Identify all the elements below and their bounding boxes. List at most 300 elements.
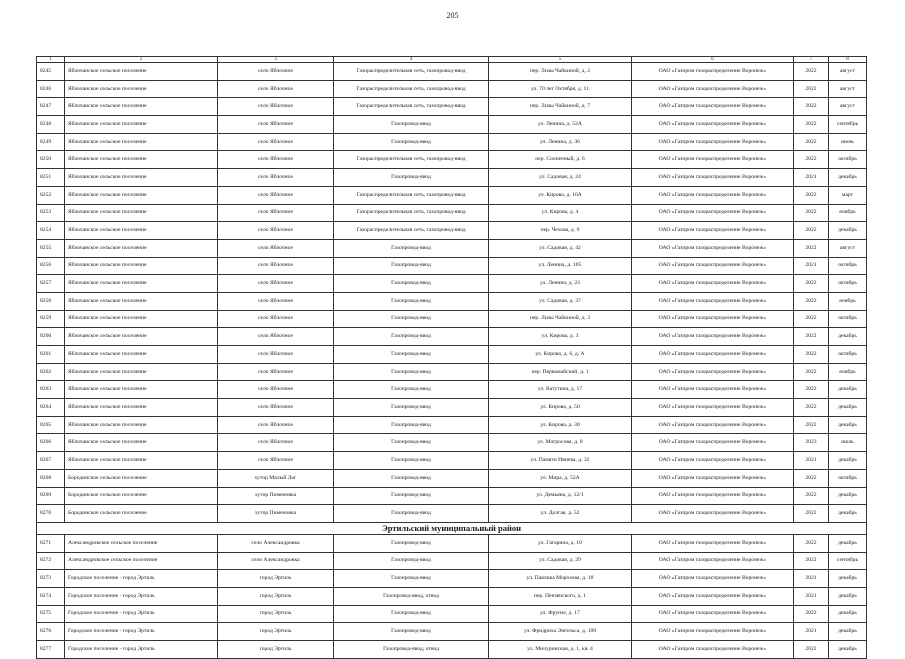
address-cell: ул. Фрунзе, д. 17 [489, 605, 632, 623]
row-number: 8247 [37, 98, 65, 116]
organization-cell: ОАО «Газпром газораспределение Воронеж» [632, 487, 794, 505]
settlement-cell: Городское поселение - город Эртиль [65, 623, 218, 641]
locality-cell: село Яблочное [218, 310, 334, 328]
settlement-cell: Яблочанское сельское поселение [65, 363, 218, 381]
locality-cell: село Александровка [218, 552, 334, 570]
section-title: Эртильский муниципальный район [37, 522, 867, 534]
object-cell: Газопровод-ввод [334, 346, 489, 364]
address-cell: ул. Фридриха Энгельса, д. 109 [489, 623, 632, 641]
organization-cell: ОАО «Газпром газораспределение Воронеж» [632, 133, 794, 151]
month-cell: сентябрь [829, 116, 867, 134]
object-cell: Газопровод-ввод [334, 310, 489, 328]
organization-cell: ОАО «Газпром газораспределение Воронеж» [632, 434, 794, 452]
year-cell: 2022 [794, 399, 829, 417]
table-row [37, 505, 867, 523]
organization-cell: ОАО «Газпром газораспределение Воронеж» [632, 275, 794, 293]
settlement-cell: Городское поселение - город Эртиль [65, 587, 218, 605]
year-cell: 2022 [794, 416, 829, 434]
row-number: 8274 [37, 587, 65, 605]
object-cell: Газопровод-ввод, отвод [334, 587, 489, 605]
settlement-cell: Яблочанское сельское поселение [65, 328, 218, 346]
locality-cell: село Яблочное [218, 346, 334, 364]
settlement-cell: Яблочанское сельское поселение [65, 257, 218, 275]
organization-cell: ОАО «Газпром газораспределение Воронеж» [632, 63, 794, 81]
month-cell: декабрь [829, 222, 867, 240]
column-number: 2 [65, 57, 218, 63]
row-number: 8252 [37, 186, 65, 204]
table-row [37, 186, 867, 204]
month-cell: октябрь [829, 469, 867, 487]
month-cell: ноябрь [829, 204, 867, 222]
object-cell: Газопровод-ввод [334, 257, 489, 275]
object-cell: Газопровод-ввод [334, 605, 489, 623]
month-cell: октябрь [829, 275, 867, 293]
row-number: 8259 [37, 310, 65, 328]
month-cell: октябрь [829, 310, 867, 328]
organization-cell: ОАО «Газпром газораспределение Воронеж» [632, 310, 794, 328]
organization-cell: ОАО «Газпром газораспределение Воронеж» [632, 116, 794, 134]
row-number: 8275 [37, 605, 65, 623]
row-number: 8249 [37, 133, 65, 151]
settlement-cell: Александровское сельское поселение [65, 534, 218, 552]
row-number: 8268 [37, 469, 65, 487]
object-cell: Газопровод-ввод [334, 505, 489, 523]
table-row [37, 310, 867, 328]
organization-cell: ОАО «Газпром газораспределение Воронеж» [632, 328, 794, 346]
locality-cell: город Эртиль [218, 587, 334, 605]
address-cell: ул. Кирова, д. 4 [489, 204, 632, 222]
settlement-cell: Яблочанское сельское поселение [65, 399, 218, 417]
settlement-cell: Яблочанское сельское поселение [65, 310, 218, 328]
organization-cell: ОАО «Газпром газораспределение Воронеж» [632, 363, 794, 381]
year-cell: 2022 [794, 505, 829, 523]
settlement-cell: Яблочанское сельское поселение [65, 80, 218, 98]
year-cell: 2023 [794, 434, 829, 452]
table-row [37, 222, 867, 240]
object-cell: Газораспределительная сеть, газопровод-ввод [334, 98, 489, 116]
year-cell: 2021 [794, 169, 829, 187]
object-cell: Газораспределительная сеть, газопровод-ввод [334, 204, 489, 222]
year-cell: 2022 [794, 98, 829, 116]
row-number: 8277 [37, 641, 65, 659]
row-number: 8269 [37, 487, 65, 505]
row-number: 8264 [37, 399, 65, 417]
address-cell: ул. Кирова, д. 50 [489, 399, 632, 417]
object-cell: Газопровод-ввод [334, 416, 489, 434]
column-number: 1 [37, 57, 65, 63]
locality-cell: село Яблочное [218, 169, 334, 187]
locality-cell: село Яблочное [218, 275, 334, 293]
row-number: 8254 [37, 222, 65, 240]
object-cell: Газопровод-ввод [334, 275, 489, 293]
organization-cell: ОАО «Газпром газораспределение Воронеж» [632, 204, 794, 222]
month-cell: декабрь [829, 416, 867, 434]
address-cell: пер. Лизы Чайкиной, д. 2 [489, 63, 632, 81]
month-cell: декабрь [829, 505, 867, 523]
year-cell: 2022 [794, 239, 829, 257]
settlement-cell: Яблочанское сельское поселение [65, 169, 218, 187]
year-cell: 2022 [794, 346, 829, 364]
object-cell: Газопровод-ввод [334, 169, 489, 187]
locality-cell: село Яблочное [218, 98, 334, 116]
table-row [37, 452, 867, 470]
year-cell: 2022 [794, 605, 829, 623]
locality-cell: город Эртиль [218, 641, 334, 659]
locality-cell: село Яблочное [218, 116, 334, 134]
address-cell: пер. Лизы Чайкиной, д. 7 [489, 98, 632, 116]
locality-cell: село Яблочное [218, 292, 334, 310]
row-number: 8271 [37, 534, 65, 552]
settlement-cell: Яблочанское сельское поселение [65, 222, 218, 240]
month-cell: ноябрь [829, 363, 867, 381]
organization-cell: ОАО «Газпром газораспределение Воронеж» [632, 416, 794, 434]
address-cell: ул. Мичуринская, д. 1, кв. 4 [489, 641, 632, 659]
settlement-cell: Яблочанское сельское поселение [65, 186, 218, 204]
locality-cell: село Яблочное [218, 222, 334, 240]
object-cell: Газопровод-ввод [334, 381, 489, 399]
year-cell: 2021 [794, 257, 829, 275]
address-cell: ул. Кирова, д. 16А [489, 186, 632, 204]
settlement-cell: Бородинское сельское поселение [65, 487, 218, 505]
address-cell: пер. Солнечный, д. 6 [489, 151, 632, 169]
settlement-cell: Яблочанское сельское поселение [65, 381, 218, 399]
year-cell: 2022 [794, 381, 829, 399]
settlement-cell: Яблочанское сельское поселение [65, 151, 218, 169]
settlement-cell: Яблочанское сельское поселение [65, 292, 218, 310]
address-cell: ул. Памяти Ивнева, д. 32 [489, 452, 632, 470]
organization-cell: ОАО «Газпром газораспределение Воронеж» [632, 169, 794, 187]
month-cell: декабрь [829, 399, 867, 417]
locality-cell: село Александровка [218, 534, 334, 552]
locality-cell: село Яблочное [218, 416, 334, 434]
address-cell: ул. Кирова, д. 6, д. А [489, 346, 632, 364]
table-row [37, 605, 867, 623]
year-cell: 2022 [794, 116, 829, 134]
organization-cell: ОАО «Газпром газораспределение Воронеж» [632, 239, 794, 257]
row-number: 8251 [37, 169, 65, 187]
address-cell: ул. Ленина, д. 23 [489, 275, 632, 293]
table-row [37, 381, 867, 399]
settlement-cell: Яблочанское сельское поселение [65, 346, 218, 364]
address-cell: пер. Первомайский, д. 1 [489, 363, 632, 381]
row-number: 8276 [37, 623, 65, 641]
row-number: 8262 [37, 363, 65, 381]
object-cell: Газопровод-ввод [334, 452, 489, 470]
row-number: 8263 [37, 381, 65, 399]
locality-cell: село Яблочное [218, 80, 334, 98]
row-number: 8267 [37, 452, 65, 470]
locality-cell: город Эртиль [218, 623, 334, 641]
table-row [37, 534, 867, 552]
row-number: 8260 [37, 328, 65, 346]
table-row [37, 416, 867, 434]
year-cell: 2022 [794, 151, 829, 169]
year-cell: 2021 [794, 587, 829, 605]
year-cell: 2021 [794, 570, 829, 588]
month-cell: август [829, 239, 867, 257]
organization-cell: ОАО «Газпром газораспределение Воронеж» [632, 505, 794, 523]
month-cell: октябрь [829, 257, 867, 275]
year-cell: 2022 [794, 80, 829, 98]
year-cell: 2022 [794, 310, 829, 328]
organization-cell: ОАО «Газпром газораспределение Воронеж» [632, 399, 794, 417]
year-cell: 2021 [794, 623, 829, 641]
object-cell: Газопровод-ввод [334, 469, 489, 487]
table-row [37, 239, 867, 257]
organization-cell: ОАО «Газпром газораспределение Воронеж» [632, 257, 794, 275]
locality-cell: село Яблочное [218, 399, 334, 417]
organization-cell: ОАО «Газпром газораспределение Воронеж» [632, 346, 794, 364]
address-cell: ул. Долгая, д. 52 [489, 505, 632, 523]
month-cell: декабрь [829, 534, 867, 552]
month-cell: декабрь [829, 605, 867, 623]
object-cell: Газораспределительная сеть, газопровод-ввод [334, 63, 489, 81]
year-cell: 2022 [794, 363, 829, 381]
row-number: 8273 [37, 570, 65, 588]
settlement-cell: Яблочанское сельское поселение [65, 434, 218, 452]
year-cell: 2022 [794, 534, 829, 552]
row-number: 8272 [37, 552, 65, 570]
table-row [37, 487, 867, 505]
locality-cell: село Яблочное [218, 257, 334, 275]
settlement-cell: Городское поселение - город Эртиль [65, 641, 218, 659]
table-body [37, 57, 867, 659]
organization-cell: ОАО «Газпром газораспределение Воронеж» [632, 641, 794, 659]
settlement-cell: Яблочанское сельское поселение [65, 452, 218, 470]
year-cell: 2022 [794, 133, 829, 151]
month-cell: декабрь [829, 169, 867, 187]
year-cell: 2022 [794, 641, 829, 659]
object-cell: Газопровод-ввод [334, 292, 489, 310]
table-row [37, 151, 867, 169]
address-cell: ул. Ватутина, д. 17 [489, 381, 632, 399]
table-row [37, 623, 867, 641]
settlement-cell: Бородинское сельское поселение [65, 469, 218, 487]
organization-cell: ОАО «Газпром газораспределение Воронеж» [632, 186, 794, 204]
locality-cell: село Яблочное [218, 63, 334, 81]
month-cell: декабрь [829, 381, 867, 399]
address-cell: ул. Садовая, д. 24 [489, 169, 632, 187]
row-number: 8256 [37, 257, 65, 275]
table-row [37, 169, 867, 187]
month-cell: декабрь [829, 452, 867, 470]
year-cell: 2022 [794, 275, 829, 293]
table-row [37, 641, 867, 659]
locality-cell: село Яблочное [218, 363, 334, 381]
month-cell: август [829, 80, 867, 98]
settlement-cell: Городское поселение - город Эртиль [65, 570, 218, 588]
settlement-cell: Яблочанское сельское поселение [65, 275, 218, 293]
organization-cell: ОАО «Газпром газораспределение Воронеж» [632, 98, 794, 116]
locality-cell: село Яблочное [218, 452, 334, 470]
settlement-cell: Городское поселение - город Эртиль [65, 605, 218, 623]
organization-cell: ОАО «Газпром газораспределение Воронеж» [632, 552, 794, 570]
year-cell: 2022 [794, 204, 829, 222]
table-row [37, 346, 867, 364]
settlement-cell: Яблочанское сельское поселение [65, 116, 218, 134]
table-row [37, 204, 867, 222]
locality-cell: село Яблочное [218, 328, 334, 346]
organization-cell: ОАО «Газпром газораспределение Воронеж» [632, 570, 794, 588]
object-cell: Газопровод-ввод [334, 570, 489, 588]
year-cell: 2022 [794, 292, 829, 310]
address-cell: ул. Ленина, д. 52А [489, 116, 632, 134]
gas-connection-table [36, 56, 867, 659]
year-cell: 2022 [794, 328, 829, 346]
month-cell: июнь [829, 133, 867, 151]
object-cell: Газопровод-ввод [334, 487, 489, 505]
column-number: 5 [489, 57, 632, 63]
year-cell: 2022 [794, 487, 829, 505]
settlement-cell: Александровское сельское поселение [65, 552, 218, 570]
locality-cell: село Яблочное [218, 151, 334, 169]
table-row [37, 63, 867, 81]
settlement-cell: Яблочанское сельское поселение [65, 133, 218, 151]
row-number: 8255 [37, 239, 65, 257]
object-cell: Газопровод-ввод [334, 552, 489, 570]
organization-cell: ОАО «Газпром газораспределение Воронеж» [632, 222, 794, 240]
object-cell: Газопровод-ввод [334, 239, 489, 257]
address-cell: ул. Ленина, д. 105 [489, 257, 632, 275]
address-cell: ул. Садовая, д. 29 [489, 552, 632, 570]
object-cell: Газопровод-ввод [334, 434, 489, 452]
locality-cell: село Яблочное [218, 434, 334, 452]
object-cell: Газораспределительная сеть, газопровод-ввод [334, 151, 489, 169]
row-number: 8253 [37, 204, 65, 222]
row-number: 8257 [37, 275, 65, 293]
month-cell: март [829, 186, 867, 204]
table-row [37, 257, 867, 275]
locality-cell: хутор Пименовка [218, 487, 334, 505]
organization-cell: ОАО «Газпром газораспределение Воронеж» [632, 605, 794, 623]
column-number: 4 [334, 57, 489, 63]
row-number: 8258 [37, 292, 65, 310]
table-row [37, 275, 867, 293]
month-cell: декабрь [829, 587, 867, 605]
table-row [37, 292, 867, 310]
row-number: 8270 [37, 505, 65, 523]
object-cell: Газораспределительная сеть, газопровод-ввод [334, 222, 489, 240]
locality-cell: город Эртиль [218, 570, 334, 588]
address-cell: пер. Пензенского, д. 1 [489, 587, 632, 605]
settlement-cell: Бородинское сельское поселение [65, 505, 218, 523]
column-number: 8 [829, 57, 867, 63]
locality-cell: хутор Малый Лог [218, 469, 334, 487]
locality-cell: село Яблочное [218, 204, 334, 222]
year-cell: 2022 [794, 186, 829, 204]
object-cell: Газопровод-ввод [334, 399, 489, 417]
object-cell: Газораспределительная сеть, газопровод-ввод [334, 80, 489, 98]
month-cell: июль [829, 434, 867, 452]
table-row [37, 116, 867, 134]
object-cell: Газопровод-ввод [334, 328, 489, 346]
object-cell: Газопровод-ввод [334, 363, 489, 381]
month-cell: декабрь [829, 487, 867, 505]
object-cell: Газопровод-ввод [334, 133, 489, 151]
row-number: 8261 [37, 346, 65, 364]
row-number: 8265 [37, 416, 65, 434]
address-cell: ул. Ленина, д. 36 [489, 133, 632, 151]
settlement-cell: Яблочанское сельское поселение [65, 98, 218, 116]
month-cell: декабрь [829, 328, 867, 346]
organization-cell: ОАО «Газпром газораспределение Воронеж» [632, 452, 794, 470]
locality-cell: село Яблочное [218, 186, 334, 204]
organization-cell: ОАО «Газпром газораспределение Воронеж» [632, 80, 794, 98]
address-cell: ул. Матросова, д. 8 [489, 434, 632, 452]
object-cell: Газопровод-ввод [334, 534, 489, 552]
page-number: 205 [446, 11, 459, 20]
object-cell: Газораспределительная сеть, газопровод-ввод [334, 186, 489, 204]
locality-cell: село Яблочное [218, 133, 334, 151]
organization-cell: ОАО «Газпром газораспределение Воронеж» [632, 151, 794, 169]
year-cell: 2022 [794, 222, 829, 240]
address-cell: ул. Мира, д. 52А [489, 469, 632, 487]
table-row [37, 80, 867, 98]
table-row [37, 469, 867, 487]
year-cell: 2021 [794, 452, 829, 470]
month-cell: сентябрь [829, 552, 867, 570]
table-row [37, 363, 867, 381]
row-number: 8246 [37, 80, 65, 98]
month-cell: август [829, 63, 867, 81]
address-cell: ул. Гагарина, д. 10 [489, 534, 632, 552]
table-row [37, 399, 867, 417]
month-cell: август [829, 98, 867, 116]
table-row [37, 587, 867, 605]
table-row [37, 552, 867, 570]
table-row [37, 570, 867, 588]
month-cell: ноябрь [829, 292, 867, 310]
row-number: 8250 [37, 151, 65, 169]
organization-cell: ОАО «Газпром газораспределение Воронеж» [632, 292, 794, 310]
year-cell: 2022 [794, 469, 829, 487]
object-cell: Газопровод-ввод, отвод [334, 641, 489, 659]
address-cell: ул. Кирова, д. 3 [489, 328, 632, 346]
organization-cell: ОАО «Газпром газораспределение Воронеж» [632, 469, 794, 487]
settlement-cell: Яблочанское сельское поселение [65, 204, 218, 222]
object-cell: Газопровод-ввод [334, 116, 489, 134]
organization-cell: ОАО «Газпром газораспределение Воронеж» [632, 381, 794, 399]
row-number: 8266 [37, 434, 65, 452]
row-number: 8248 [37, 116, 65, 134]
organization-cell: ОАО «Газпром газораспределение Воронеж» [632, 587, 794, 605]
address-cell: ул. Павлика Морозова, д. 18 [489, 570, 632, 588]
settlement-cell: Яблочанское сельское поселение [65, 239, 218, 257]
table-row [37, 133, 867, 151]
month-cell: октябрь [829, 151, 867, 169]
month-cell: декабрь [829, 641, 867, 659]
address-cell: ул. 70 лет Октября, д. 11 [489, 80, 632, 98]
column-number: 6 [632, 57, 794, 63]
address-cell: ул. Садовая, д. 37 [489, 292, 632, 310]
month-cell: октябрь [829, 346, 867, 364]
table-row [37, 98, 867, 116]
organization-cell: ОАО «Газпром газораспределение Воронеж» [632, 534, 794, 552]
address-cell: ул. Кирова, д. 30 [489, 416, 632, 434]
settlement-cell: Яблочанское сельское поселение [65, 416, 218, 434]
table-row [37, 434, 867, 452]
month-cell: декабрь [829, 623, 867, 641]
address-cell: пер. Лизы Чайкиной, д. 3 [489, 310, 632, 328]
column-number: 3 [218, 57, 334, 63]
locality-cell: село Яблочное [218, 381, 334, 399]
year-cell: 2022 [794, 63, 829, 81]
section-row [37, 522, 867, 534]
object-cell: Газопровод-ввод [334, 623, 489, 641]
address-cell: пер. Чехова, д. 9 [489, 222, 632, 240]
settlement-cell: Яблочанское сельское поселение [65, 63, 218, 81]
locality-cell: город Эртиль [218, 605, 334, 623]
